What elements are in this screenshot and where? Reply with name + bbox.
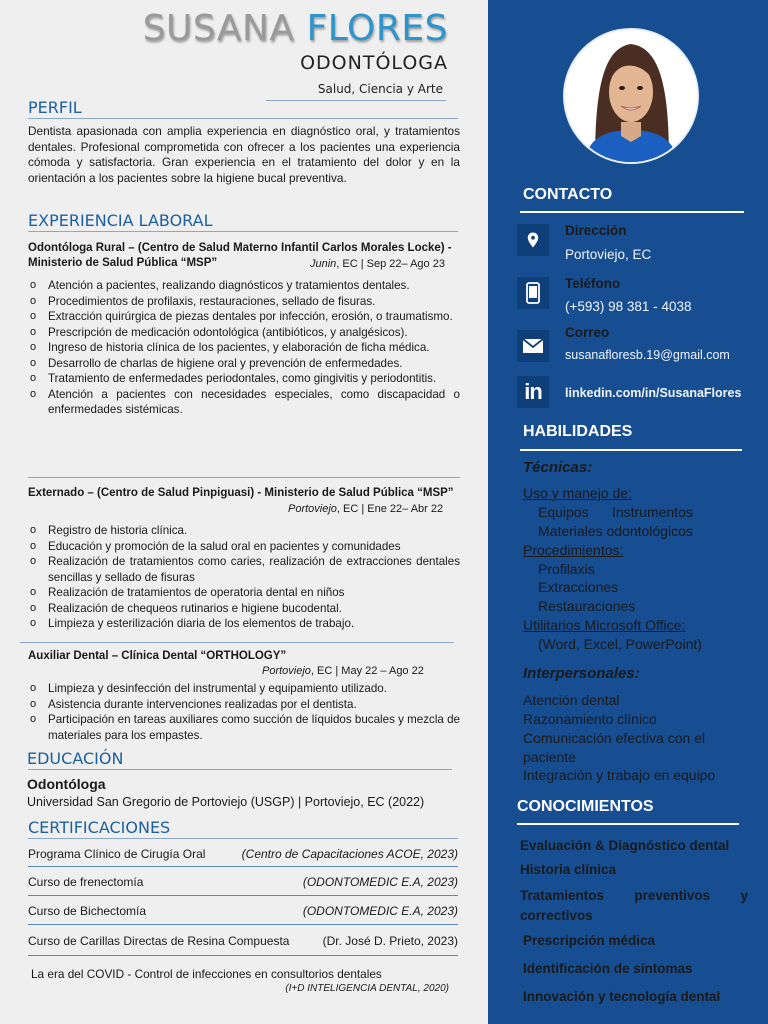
job-1-place: Junin <box>310 258 337 270</box>
list-item: o Realización de tratamientos como caries, realización de extracciones dentales sencillas y sellado de fisuras <box>30 554 460 585</box>
address-value: Portoviejo, EC <box>565 247 652 262</box>
job-3-title: Auxiliar Dental – Clínica Dental “ORTHOLOGY” <box>28 650 287 662</box>
list-item: o Participación en tareas auxiliares como succión de líquidos bucales y mezcla de materiales para los empastes. <box>30 712 460 743</box>
skills-title: HABILIDADES <box>523 423 633 440</box>
procedures-title: Procedimientos: <box>523 542 624 558</box>
perfil-text: Dentista apasionada con amplia experiencia en diagnóstico oral, y tratamientos dentales. Profesional comprometida con ofrecer a los pacientes una experiencia cómoda y satisfactoria. Gran experiencia en el tratamiento del dolor y en la orientación a los pacientes sobre la higiene bucal preventiva. <box>28 124 460 185</box>
cert-row <box>31 967 461 997</box>
degree: Odontóloga <box>27 776 106 792</box>
list-item: o Realización de chequeos rutinarios e higiene bucodental. <box>30 601 460 617</box>
header-divider <box>266 100 446 101</box>
skill-item: Razonamiento clínico <box>523 711 657 727</box>
skill-item: Integración y trabajo en equipo <box>523 767 716 783</box>
job-2-meta <box>288 503 443 515</box>
skill-item: Restauraciones <box>538 598 636 614</box>
cert-org: (Centro de Capacitaciones ACOE, 2023) <box>241 847 458 861</box>
knowledge-divider <box>517 823 739 825</box>
skill-item: paciente <box>523 749 576 765</box>
job-2-place: Portoviejo <box>288 503 337 515</box>
skill-item: Materiales odontológicos <box>538 523 693 539</box>
certifications-title: CERTIFICACIONES <box>28 818 171 837</box>
portrait-image <box>565 30 697 162</box>
job-divider <box>28 477 460 478</box>
list-item: o Extracción quirúrgica de piezas dentales por infección, erosión, o traumatismo. <box>30 309 460 325</box>
job-2-dates: , EC | Ene 22– Abr 22 <box>336 503 444 515</box>
address-label: Dirección <box>565 223 627 238</box>
cert-divider <box>28 895 458 896</box>
list-item: o Atención a pacientes, realizando diagnósticos y tratamientos dentales. <box>30 278 460 294</box>
last-name: FLORES <box>306 8 448 49</box>
cert-name: Programa Clínico de Cirugía Oral <box>28 847 206 861</box>
job-1-title: Odontóloga Rural – (Centro de Salud Materno Infantil Carlos Morales Locke) - Ministerio de Salud Pública “MSP” <box>28 242 452 269</box>
job-1-meta <box>310 258 445 270</box>
job-role: ODONTÓLOGA <box>300 52 448 74</box>
list-item: o Atención a pacientes con necesidades especiales, como discapacidad o enfermedades sistémicas. <box>30 387 460 418</box>
email-value[interactable]: susanafloresb.19@gmail.com <box>565 348 730 362</box>
school: Universidad San Gregorio de Portoviejo (USGP) | Portoviejo, EC (2022) <box>27 795 425 809</box>
job-2-bullets <box>30 523 460 632</box>
list-item: o Registro de historia clínica. <box>30 523 460 539</box>
list-item: o Ingreso de historia clínica de los pacientes, y elaboración de ficha médica. <box>30 340 460 356</box>
full-name <box>143 8 448 49</box>
cert-divider <box>28 955 458 956</box>
job-1-dates: , EC | Sep 22– Ago 23 <box>336 258 445 270</box>
phone-icon <box>517 277 549 309</box>
technical-subtitle: Técnicas: <box>523 459 593 476</box>
list-item: o Limpieza y esterilización diaria de los elementos de trabajo. <box>30 616 460 632</box>
job-divider <box>20 642 454 643</box>
job-3-dates: , EC | May 22 – Ago 22 <box>310 665 424 677</box>
phone-label: Teléfono <box>565 276 621 291</box>
cert-row <box>28 875 458 891</box>
cert-org: (ODONTOMEDIC E.A, 2023) <box>302 904 458 918</box>
knowledge-item: Evaluación & Diagnóstico dental <box>520 838 730 853</box>
knowledge-item: Historia clínica <box>520 862 617 877</box>
skill-item: (Word, Excel, PowerPoint) <box>538 636 702 652</box>
phone-value[interactable]: (+593) 98 381 - 4038 <box>565 299 692 314</box>
cert-org: (I+D INTELIGENCIA DENTAL, 2020) <box>285 983 449 994</box>
list-item: o Tratamiento de enfermedades periodontales, como gingivitis y periodontitis. <box>30 371 460 387</box>
job-3-meta <box>262 665 424 677</box>
linkedin-icon: in <box>517 376 549 408</box>
location-pin-icon <box>517 224 549 256</box>
cert-divider <box>28 924 458 925</box>
linkedin-link[interactable]: linkedin.com/in/SusanaFlores <box>565 386 742 400</box>
skill-item: Equipos Instrumentos <box>538 504 693 520</box>
perfil-divider <box>28 118 458 119</box>
list-item: o Asistencia durante intervenciones realizadas por el dentista. <box>30 697 460 713</box>
knowledge-item: correctivos <box>520 908 593 923</box>
cert-name: Curso de Bichectomía <box>28 904 147 918</box>
knowledge-item: Innovación y tecnología dental <box>523 989 721 1004</box>
cert-name: Curso de Carillas Directas de Resina Compuesta <box>28 934 290 948</box>
knowledge-item: Prescripción médica <box>523 933 656 948</box>
use-title: Uso y manejo de: <box>523 485 632 501</box>
skill-item: Extracciones <box>538 579 619 595</box>
knowledge-title: CONOCIMIENTOS <box>517 798 654 815</box>
skill-item: Comunicación efectiva con el <box>523 730 706 746</box>
cert-row <box>28 934 458 950</box>
skill-item: Profilaxis <box>538 561 595 577</box>
education-divider <box>28 769 452 770</box>
experience-title: EXPERIENCIA LABORAL <box>28 211 213 230</box>
list-item: o Educación y promoción de la salud oral en pacientes y comunidades <box>30 539 460 555</box>
perfil-title: PERFIL <box>28 98 82 117</box>
skill-item: Atención dental <box>523 692 620 708</box>
office-title: Utilitarios Microsoft Office: <box>523 617 686 633</box>
list-item: o Realización de tratamientos de operatoria dental en niños <box>30 585 460 601</box>
knowledge-item: Tratamientos preventivos y <box>520 888 748 903</box>
profile-photo <box>565 30 697 162</box>
cert-name: Curso de frenectomía <box>28 875 144 889</box>
certifications-divider <box>28 838 458 839</box>
contact-title: CONTACTO <box>523 186 613 203</box>
skills-divider <box>520 449 742 451</box>
email-label: Correo <box>565 325 610 340</box>
cert-divider <box>28 866 458 867</box>
job-1-bullets <box>30 278 460 418</box>
list-item: o Limpieza y desinfección del instrumental y equipamiento utilizado. <box>30 681 460 697</box>
mail-icon <box>517 330 549 362</box>
experience-divider <box>28 231 458 232</box>
interpersonal-subtitle: Interpersonales: <box>523 665 640 682</box>
job-3-bullets <box>30 681 460 743</box>
contact-divider <box>520 211 744 213</box>
job-2-title: Externado – (Centro de Salud Pinpiguasi) - Ministerio de Salud Pública “MSP” <box>28 487 454 499</box>
education-title: EDUCACIÓN <box>27 749 124 768</box>
list-item: o Desarrollo de charlas de higiene oral y prevención de enfermedades. <box>30 356 460 372</box>
first-name: SUSANA <box>142 8 295 49</box>
job-3-place: Portoviejo <box>262 665 311 677</box>
knowledge-item: Identificación de síntomas <box>523 961 693 976</box>
list-item: o Procedimientos de profilaxis, restauraciones, sellado de fisuras. <box>30 294 460 310</box>
cert-row <box>28 904 458 920</box>
cert-row <box>28 847 458 863</box>
list-item: o Prescripción de medicación odontológica (antibióticos, y analgésicos). <box>30 325 460 341</box>
cert-name: La era del COVID - Control de infecciones en consultorios dentales <box>31 967 382 981</box>
cert-org: (Dr. José D. Prieto, 2023) <box>322 934 458 948</box>
tagline: Salud, Ciencia y Arte <box>317 82 443 96</box>
cert-org: (ODONTOMEDIC E.A, 2023) <box>302 875 458 889</box>
